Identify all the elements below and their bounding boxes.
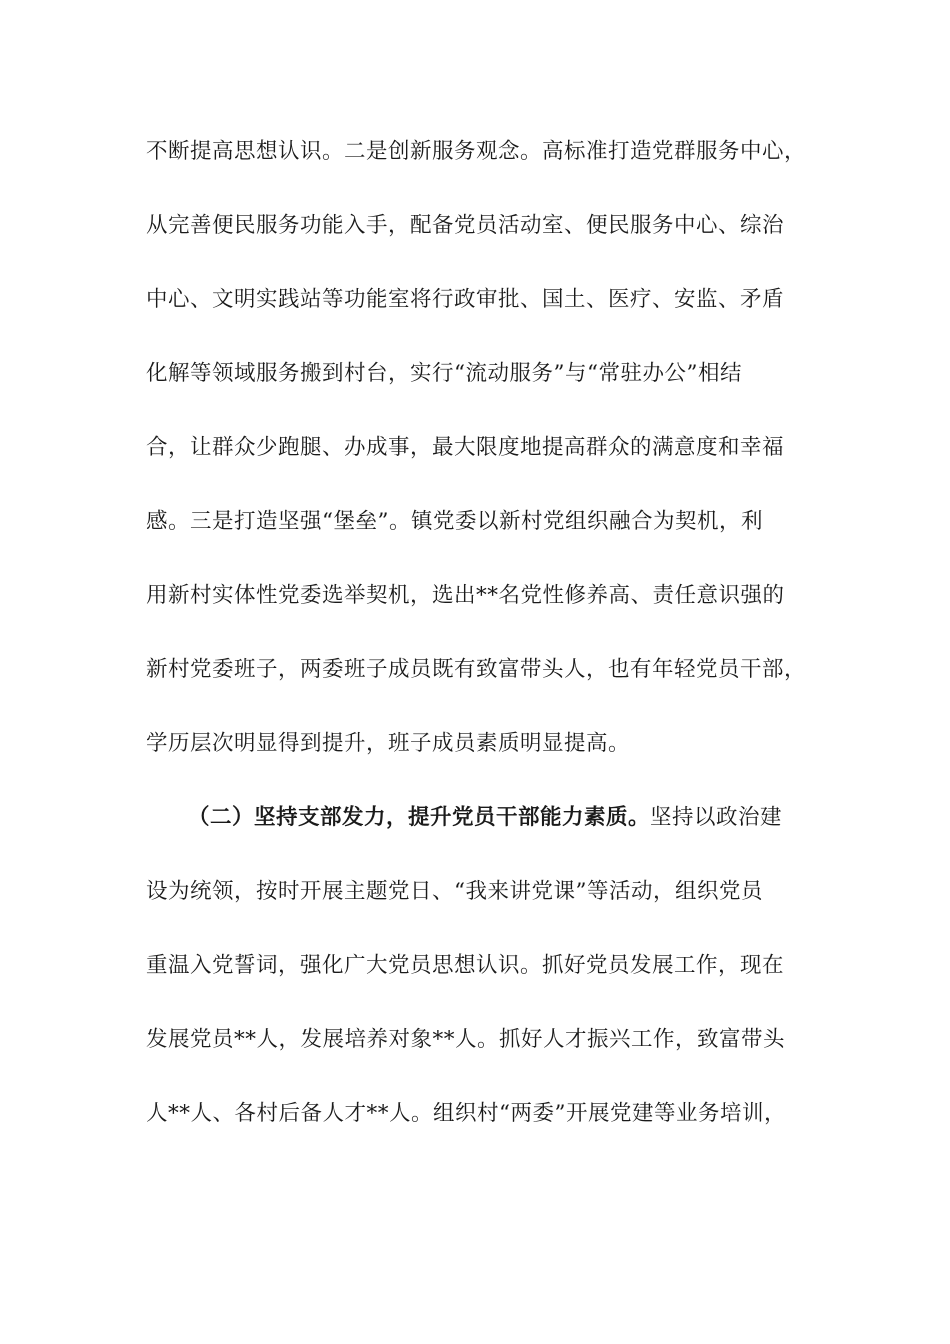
paragraph-1-line-2: 从完善便民服务功能入手，配备党员活动室、便民服务中心、综治 [146,213,785,238]
paragraph-2-line-4: 发展党员**人，发展培养对象**人。抓好人才振兴工作，致富带头 [146,1027,786,1052]
paragraph-1-line-3: 中心、文明实践站等功能室将行政审批、国土、医疗、安监、矛盾 [146,287,785,312]
paragraph-1-line-5: 合，让群众少跑腿、办成事，最大限度地提高群众的满意度和幸福 [146,435,785,460]
paragraph-1-line-8: 新村党委班子，两委班子成员既有致富带头人，也有年轻党员干部， [146,657,807,682]
paragraph-1-line-7: 用新村实体性党委选举契机，选出**名党性修养高、责任意识强的 [146,583,785,608]
paragraph-1-line-1: 不断提高思想认识。二是创新服务观念。高标准打造党群服务中心， [146,139,807,164]
paragraph-2-line-5: 人**人、各村后备人才**人。组织村“两委”开展党建等业务培训， [146,1101,786,1126]
paragraph-1-line-6: 感。三是打造坚强“堡垒”。镇党委以新村党组织融合为契机，利 [146,509,763,534]
paragraph-2-line-3: 重温入党誓词，强化广大党员思想认识。抓好党员发展工作，现在 [146,953,785,978]
paragraph-1-line-4: 化解等领域服务搬到村台，实行“流动服务”与“常驻办公”相结 [146,361,742,386]
paragraph-2-first-line [188,801,806,835]
paragraph-2-line-2: 设为统领，按时开展主题党日、“我来讲党课”等活动，组织党员 [146,879,763,904]
paragraph-1-line-9: 学历层次明显得到提升，班子成员素质明显提高。 [146,731,631,756]
section-heading: （二）坚持支部发力，提升党员干部能力素质。 [188,805,651,830]
paragraph-2-first-line-text: 坚持以政治建 [650,805,783,830]
